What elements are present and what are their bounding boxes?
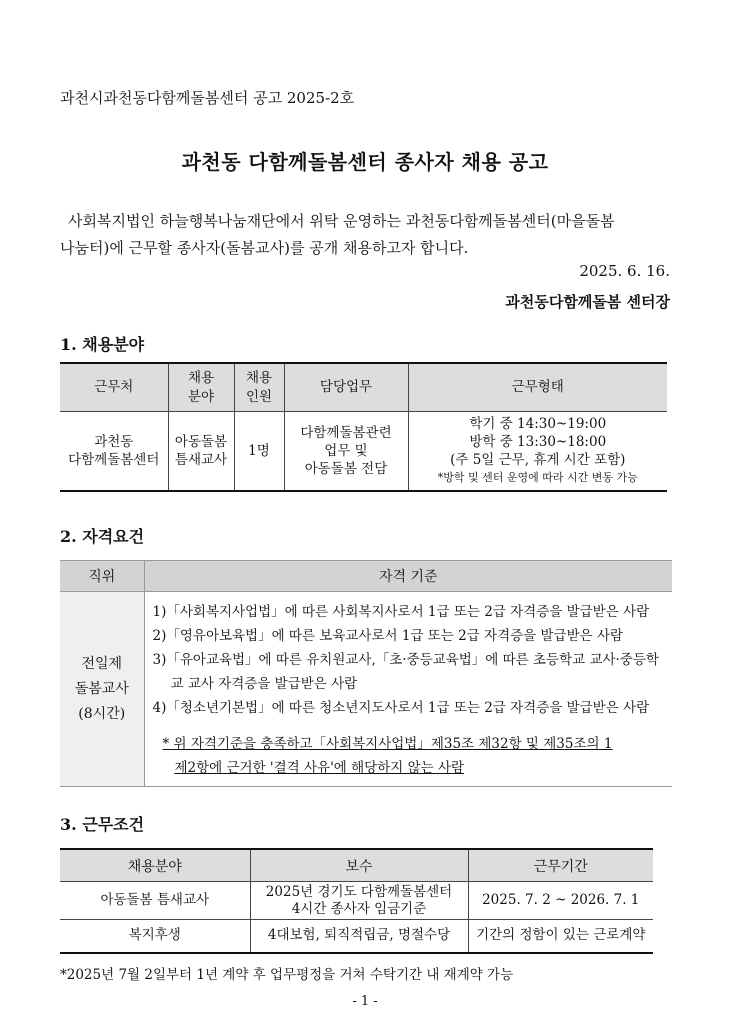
criteria-footnote-2: 제2항에 근거한 '결격 사유'에 해당하지 않는 사람 <box>174 760 465 776</box>
qualification-table <box>60 560 672 787</box>
page-number: - 1 - <box>352 994 378 1009</box>
field-cell: 복지후생 <box>60 920 250 953</box>
recruitment-table <box>60 362 667 492</box>
col-field: 채용분야 <box>60 849 250 882</box>
table-row <box>60 882 653 920</box>
workplace-cell: 과천동 다함께돌봄센터 <box>60 412 168 492</box>
col-pay: 보수 <box>250 849 468 882</box>
col-position: 직위 <box>60 561 144 592</box>
hours-semester: 학기 중 14:30~19:00 <box>469 416 607 432</box>
criteria-footnote-1: * 위 자격기준을 충족하고「사회복지사업법」제35조 제32항 및 제35조의 1 <box>162 736 613 752</box>
table-header-row <box>60 561 672 592</box>
section-2-heading: 2. 자격요건 <box>60 527 145 546</box>
hours-cell <box>408 412 667 492</box>
conditions-table <box>60 848 653 954</box>
period-cell: 2025. 7. 2 ~ 2026. 7. 1 <box>468 882 653 920</box>
count-cell: 1명 <box>234 412 284 492</box>
table-row <box>60 412 667 492</box>
table-row <box>60 920 653 953</box>
criteria-item: 1)「사회복지사업법」에 따른 사회복지사로서 1급 또는 2급 자격증을 발급받은 사람 <box>152 604 650 620</box>
field-cell: 아동돌봄 틈새교사 <box>60 882 250 920</box>
col-field: 채용 분야 <box>168 363 234 412</box>
table-header-row <box>60 363 667 412</box>
section-3-heading: 3. 근무조건 <box>60 815 145 834</box>
section-1-heading: 1. 채용분야 <box>60 335 145 354</box>
col-count: 채용 인원 <box>234 363 284 412</box>
notice-number: 과천시과천동다함께돌봄센터 공고 2025-2호 <box>60 89 355 107</box>
col-duty: 담당업무 <box>284 363 408 412</box>
intro-line-1: 사회복지법인 하늘행복나눔재단에서 위탁 운영하는 과천동다함께돌봄센터(마을돌봄 <box>68 212 615 230</box>
criteria-item: 3)「유아교육법」에 따른 유치원교사,「초·중등교육법」에 따른 초등학교 교사·중등학교 교사 자격증을 발급받은 사람 <box>152 652 659 692</box>
field-cell: 아동돌봄 틈새교사 <box>168 412 234 492</box>
notice-date: 2025. 6. 16. <box>579 262 670 280</box>
conditions-footnote: *2025년 7월 2일부터 1년 계약 후 업무평정을 거쳐 수탁기간 내 재계약 가능 <box>60 967 514 983</box>
pay-cell: 2025년 경기도 다함께돌봄센터 4시간 종사자 임금기준 <box>250 882 468 920</box>
hours-vacation: 방학 중 13:30~18:00 <box>469 434 607 450</box>
signer: 과천동다함께돌봄 센터장 <box>505 293 670 311</box>
pay-cell: 4대보험, 퇴직적립금, 명절수당 <box>250 920 468 953</box>
criteria-item: 2)「영유아보육법」에 따른 보육교사로서 1급 또는 2급 자격증을 발급받은 사람 <box>152 628 624 644</box>
col-workplace: 근무처 <box>60 363 168 412</box>
page-title: 과천동 다함께돌봄센터 종사자 채용 공고 <box>181 150 549 174</box>
table-row <box>60 592 672 787</box>
hours-week: (주 5일 근무, 휴게 시간 포함) <box>450 452 626 468</box>
duty-cell: 다함께돌봄관련 업무 및 아동돌봄 전담 <box>284 412 408 492</box>
position-cell: 전일제 돌봄교사 (8시간) <box>60 592 144 787</box>
criteria-item: 4)「청소년기본법」에 따른 청소년지도사로서 1급 또는 2급 자격증을 발급받은 사람 <box>152 700 650 716</box>
table-header-row <box>60 849 653 882</box>
intro-line-2: 나눔터)에 근무할 종사자(돌봄교사)를 공개 채용하고자 합니다. <box>60 239 469 257</box>
col-period: 근무기간 <box>468 849 653 882</box>
hours-note: *방학 및 센터 운영에 따라 시간 변동 가능 <box>437 471 638 484</box>
intro-paragraph <box>60 208 675 262</box>
period-cell: 기간의 정함이 있는 근로계약 <box>468 920 653 953</box>
col-criteria: 자격 기준 <box>144 561 672 592</box>
col-hours: 근무형태 <box>408 363 667 412</box>
criteria-cell <box>144 592 672 787</box>
